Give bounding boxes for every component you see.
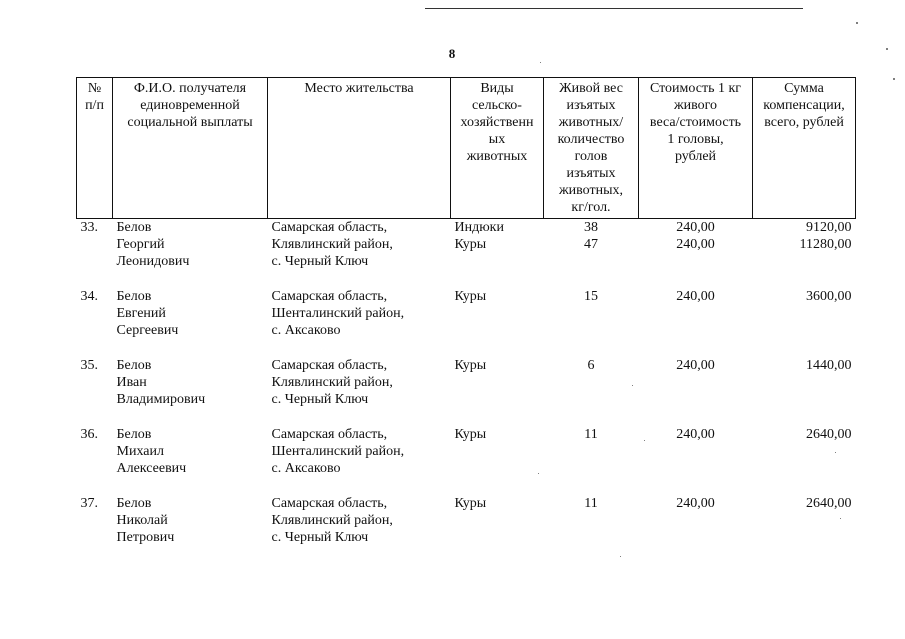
recipient-name — [113, 495, 268, 564]
scan-speck — [893, 78, 895, 80]
residence-address-line: с. Аксаково — [271, 461, 341, 476]
compensation-total-line: 2640,00 — [806, 427, 852, 442]
unit-price-line: 240,00 — [676, 496, 715, 511]
header-line: рублей — [674, 149, 717, 164]
column-header-total — [753, 78, 856, 219]
header-line: ых — [488, 132, 506, 147]
residence-address-line: Клявлинский район, — [271, 237, 393, 252]
residence-address — [268, 357, 451, 426]
residence-address-line: Самарская область, — [271, 427, 388, 442]
row-number: 34. — [80, 289, 98, 304]
recipient-name — [113, 219, 268, 289]
header-line: Виды — [480, 81, 514, 96]
compensation-total-line: 2640,00 — [806, 496, 852, 511]
table-row — [77, 288, 856, 357]
residence-address — [268, 219, 451, 289]
compensation-total — [753, 495, 856, 564]
compensation-total — [753, 219, 856, 289]
header-line: голов — [574, 149, 608, 164]
compensation-total — [753, 288, 856, 357]
header-line: сельско- — [472, 98, 522, 113]
unit-price-line: 240,00 — [676, 289, 715, 304]
recipient-name-line: Белов — [116, 427, 152, 442]
recipient-name-line: Николай — [116, 513, 168, 528]
header-line: единовременной — [140, 98, 240, 113]
animal-type-line: Куры — [454, 427, 487, 442]
residence-address-line: с. Черный Ключ — [271, 254, 369, 269]
page-number: 8 — [448, 46, 456, 61]
animal-type-line: Куры — [454, 358, 487, 373]
recipient-name — [113, 288, 268, 357]
weight-count — [544, 357, 639, 426]
header-line: животных, — [558, 183, 623, 198]
header-line: живого — [673, 98, 718, 113]
weight-count-line: 11 — [584, 427, 598, 442]
animal-type — [451, 426, 544, 495]
residence-address-line: Шенталинский район, — [271, 444, 405, 459]
weight-count-line: 11 — [584, 496, 598, 511]
top-rule — [425, 8, 803, 9]
residence-address — [268, 495, 451, 564]
weight-count — [544, 426, 639, 495]
residence-address-line: с. Аксаково — [271, 323, 341, 338]
compensation-total — [753, 426, 856, 495]
compensation-table — [76, 77, 856, 564]
residence-address-line: Самарская область, — [271, 220, 388, 235]
residence-address — [268, 426, 451, 495]
header-line: хозяйственн — [460, 115, 534, 130]
unit-price-line: 240,00 — [676, 220, 715, 235]
recipient-name-line: Белов — [116, 220, 152, 235]
recipient-name-line: Сергеевич — [116, 323, 179, 338]
residence-address — [268, 288, 451, 357]
column-header-name — [113, 78, 268, 219]
recipient-name-line: Белов — [116, 358, 152, 373]
residence-address-line: Самарская область, — [271, 358, 388, 373]
recipient-name-line: Белов — [116, 289, 152, 304]
recipient-name-line: Георгий — [116, 237, 165, 252]
animal-type — [451, 219, 544, 289]
residence-address-line: с. Черный Ключ — [271, 530, 369, 545]
unit-price-line: 240,00 — [676, 237, 715, 252]
residence-address-line: Самарская область, — [271, 496, 388, 511]
table-header-row — [77, 78, 856, 219]
recipient-name-line: Владимирович — [116, 392, 206, 407]
recipient-name — [113, 357, 268, 426]
header-line: всего, рублей — [764, 115, 844, 130]
compensation-total-line: 11280,00 — [799, 237, 852, 252]
header-line: 1 головы, — [667, 132, 724, 147]
animal-type-line: Куры — [454, 496, 487, 511]
header-line: компенсации, — [763, 98, 845, 113]
header-line: Ф.И.О. получателя — [133, 81, 247, 96]
residence-address-line: Самарская область, — [271, 289, 388, 304]
header-line: изъятых — [566, 98, 616, 113]
header-line: животных/ — [558, 115, 624, 130]
scan-speck — [856, 22, 858, 24]
compensation-total-line: 1440,00 — [806, 358, 852, 373]
header-line: веса/стоимость — [649, 115, 742, 130]
animal-type-line: Куры — [454, 289, 487, 304]
recipient-name-line: Иван — [116, 375, 147, 390]
unit-price — [639, 288, 753, 357]
unit-price — [639, 357, 753, 426]
recipient-name-line: Леонидович — [116, 254, 190, 269]
header-line: кг/гол. — [571, 200, 611, 215]
unit-price-line: 240,00 — [676, 358, 715, 373]
recipient-name-line: Петрович — [116, 530, 175, 545]
unit-price — [639, 426, 753, 495]
header-line: Живой вес — [559, 81, 623, 96]
header-line: животных — [466, 149, 528, 164]
weight-count-line: 15 — [584, 289, 598, 304]
row-number: 37. — [80, 496, 98, 511]
residence-address-line: Шенталинский район, — [271, 306, 405, 321]
recipient-name-line: Евгений — [116, 306, 166, 321]
weight-count — [544, 219, 639, 289]
animal-type — [451, 357, 544, 426]
compensation-total-line: 3600,00 — [806, 289, 852, 304]
header-line: № — [87, 81, 102, 96]
unit-price — [639, 219, 753, 289]
header-line: социальной выплаты — [127, 115, 253, 130]
row-number: 33. — [80, 220, 98, 235]
unit-price — [639, 495, 753, 564]
weight-count-line: 6 — [587, 358, 595, 373]
animal-type — [451, 495, 544, 564]
header-line: изъятых — [566, 166, 616, 181]
unit-price-line: 240,00 — [676, 427, 715, 442]
weight-count-line: 38 — [584, 220, 598, 235]
scan-speck — [886, 48, 888, 50]
recipient-name-line: Михаил — [116, 444, 164, 459]
header-line: Место жительства — [304, 81, 414, 96]
table-row — [77, 219, 856, 289]
recipient-name — [113, 426, 268, 495]
header-line: количество — [557, 132, 625, 147]
column-header-address — [268, 78, 451, 219]
recipient-name-line: Алексеевич — [116, 461, 187, 476]
residence-address-line: с. Черный Ключ — [271, 392, 369, 407]
column-header-animal-type — [451, 78, 544, 219]
column-header-number — [77, 78, 113, 219]
table-row — [77, 357, 856, 426]
header-line: Стоимость 1 кг — [649, 81, 742, 96]
header-line: Сумма — [784, 81, 824, 96]
header-line: п/п — [85, 98, 104, 113]
residence-address-line: Клявлинский район, — [271, 375, 393, 390]
column-header-weight-count — [544, 78, 639, 219]
table-row — [77, 495, 856, 564]
compensation-total-line: 9120,00 — [806, 220, 852, 235]
scan-speck — [540, 62, 541, 63]
animal-type-line: Индюки — [454, 220, 504, 235]
weight-count — [544, 495, 639, 564]
animal-type — [451, 288, 544, 357]
row-number: 36. — [80, 427, 98, 442]
weight-count — [544, 288, 639, 357]
animal-type-line: Куры — [454, 237, 487, 252]
compensation-total — [753, 357, 856, 426]
residence-address-line: Клявлинский район, — [271, 513, 393, 528]
weight-count-line: 47 — [584, 237, 598, 252]
table-row — [77, 426, 856, 495]
recipient-name-line: Белов — [116, 496, 152, 511]
column-header-unit-price — [639, 78, 753, 219]
row-number: 35. — [80, 358, 98, 373]
